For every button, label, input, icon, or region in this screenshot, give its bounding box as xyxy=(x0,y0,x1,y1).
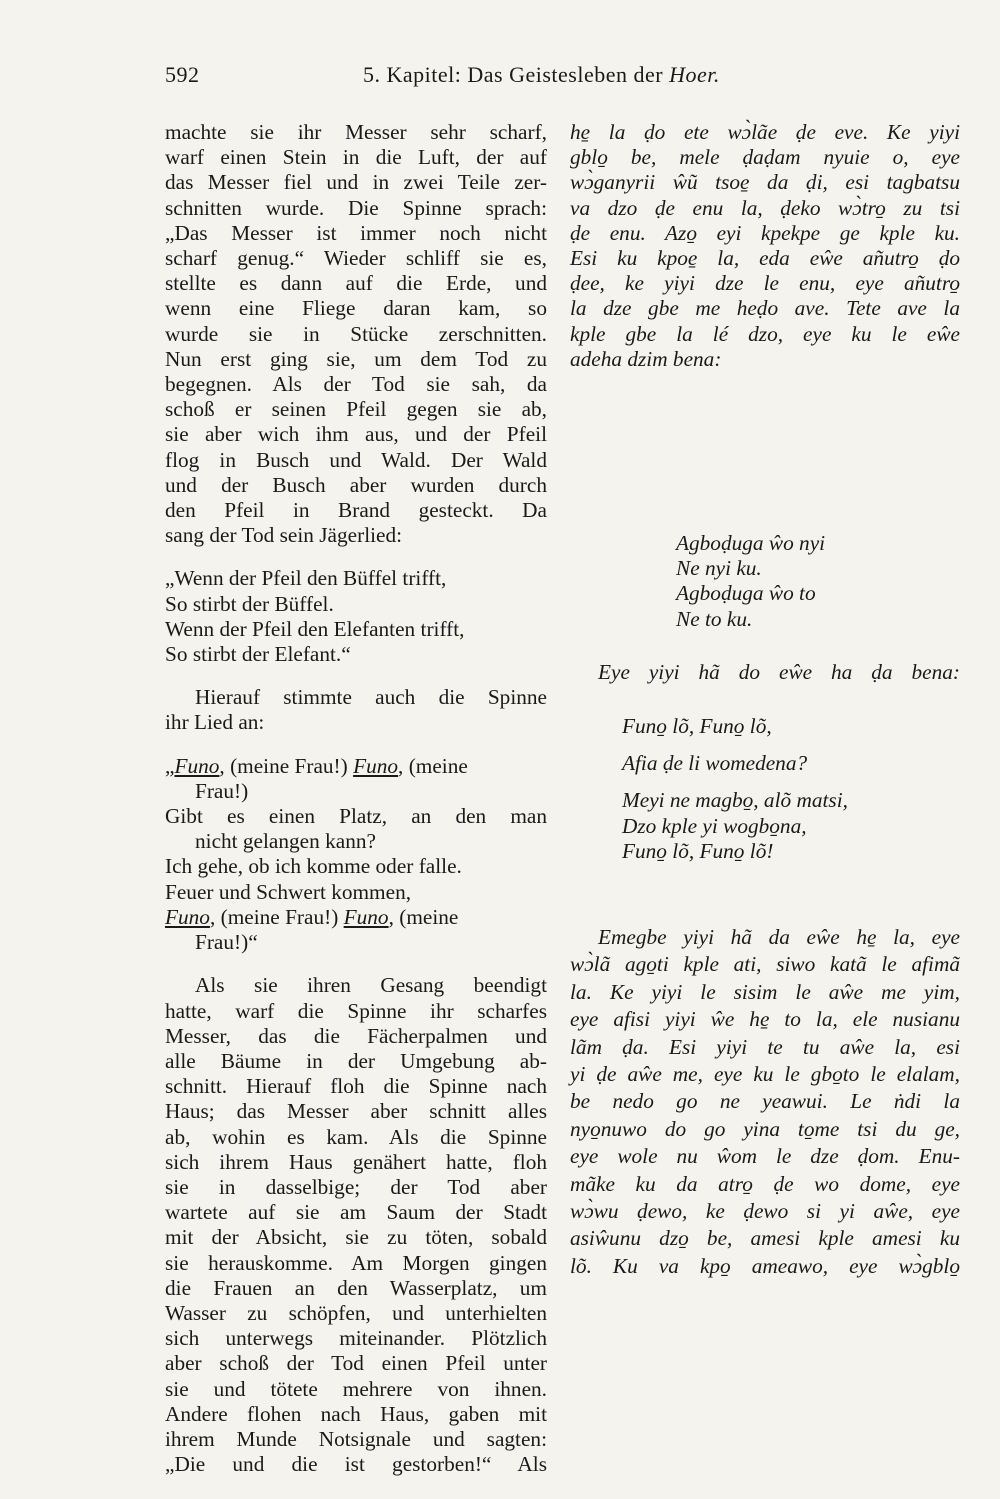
text-line: ihr Lied an: xyxy=(165,710,265,735)
verse-line xyxy=(165,905,547,930)
verse-line: Agboḍuga ŵo to xyxy=(676,581,816,606)
running-title-text: 5. Kapitel: Das Geistesleben der xyxy=(363,62,670,87)
text-line: hatte, warf die Spinne ihr scharfes xyxy=(165,998,547,1023)
text-line: wenn eine Fliege daran kam, so xyxy=(165,296,547,321)
running-title xyxy=(363,62,720,88)
spacer xyxy=(622,776,922,788)
verse-part: Funo xyxy=(343,904,389,929)
left-paragraph-1 xyxy=(165,120,547,548)
text-line: Esi ku kpoe̱ la, eda eŵe añutro̱ ḍo xyxy=(570,246,960,271)
verse-part: , (meine xyxy=(398,753,468,778)
text-line: sich unterwegs miteinander. Plötzlich xyxy=(165,1326,547,1351)
text-line: Andere flohen nach Haus, gaben mit xyxy=(165,1401,547,1426)
spacer xyxy=(165,736,547,754)
verse-line: Frau!) xyxy=(195,778,249,803)
verse-part: „ xyxy=(165,753,175,778)
text-line: sich ihrem Haus genähert hatte, floh xyxy=(165,1149,547,1174)
text-line: Wasser zu schöpfen, und unterhielten xyxy=(165,1300,547,1325)
right-paragraph-2 xyxy=(598,660,960,685)
verse-part: , (meine Frau!) xyxy=(209,904,344,929)
text-line: „Die und die ist gestorben!“ Als xyxy=(165,1452,547,1477)
spacer xyxy=(165,955,547,973)
page-number: 592 xyxy=(165,62,200,87)
verse-line xyxy=(165,754,547,779)
text-line: lõ. Ku va kpo̱ ameawo, eye wɔ̀gblo̱ xyxy=(570,1253,960,1278)
left-paragraph-3 xyxy=(165,973,547,1477)
verse-line: Agboḍuga ŵo nyi xyxy=(676,531,826,555)
text-line: he̱ la ḍo ete wɔ̀lãe ḍe eve. Ke yiyi xyxy=(570,120,960,144)
verse-line: Ne nyi ku. xyxy=(676,556,762,581)
spacer xyxy=(622,739,922,751)
text-line: Emegbe yiyi hã da eŵe he̱ la, eye xyxy=(598,925,960,949)
text-line: ab, wohin es kam. Als die Spinne xyxy=(165,1124,547,1149)
text-line: gblo̱ be, mele ḍaḍam nyuie o, eye xyxy=(570,145,960,170)
text-line: begegnen. Als der Tod sie sah, da xyxy=(165,372,547,397)
spider-song xyxy=(165,754,547,956)
verse-part: Funo xyxy=(353,753,399,778)
text-line: den Pfeil in Brand gesteckt. Da xyxy=(165,498,547,523)
verse-part: , (meine Frau!) xyxy=(219,753,354,778)
text-line: sie herauskomme. Am Morgen gingen xyxy=(165,1250,547,1275)
text-line: schoß er seinen Pfeil gegen sie ab, xyxy=(165,397,547,422)
text-line: machte sie ihr Messer sehr scharf, xyxy=(165,120,547,144)
text-line: va dzo ḍe enu la, ḍeko wɔ̀tro̱ zu tsi xyxy=(570,195,960,220)
text-line: die Frauen an den Wasserplatz, um xyxy=(165,1275,547,1300)
right-song-2 xyxy=(622,714,922,864)
verse-line: Ich gehe, ob ich komme oder falle. xyxy=(165,854,462,879)
right-paragraph-3 xyxy=(570,924,960,1280)
verse-line: Funo̱ lõ, Funo̱ lõ, xyxy=(622,714,772,738)
text-line: schnitten wurde. Die Spinne sprach: xyxy=(165,195,547,220)
text-line: yi ḍe aŵe me, eye ku le gbo̱to le elalam, xyxy=(570,1062,960,1087)
right-paragraph-1 xyxy=(570,120,960,372)
text-line: ḍe enu. Azo̱ eyi kpekpe ge kple ku. xyxy=(570,220,960,245)
text-line: und der Busch aber wurden durch xyxy=(165,472,547,497)
death-song xyxy=(165,566,547,667)
text-line: mit der Absicht, sie zu töten, sobald xyxy=(165,1225,547,1250)
verse-line: Ne to ku. xyxy=(676,606,753,631)
text-line: sie in dasselbige; der Tod aber xyxy=(165,1174,547,1199)
text-line: wurde sie in Stücke zerschnitten. xyxy=(165,321,547,346)
verse-line: Funo̱ lõ, Funo̱ lõ! xyxy=(622,838,774,863)
text-line: Messer, das die Fächerpalmen und xyxy=(165,1023,547,1048)
text-line: nyo̱nuwo do go yina to̱me tsi du ge, xyxy=(570,1116,960,1141)
text-line: adeha dzim bena: xyxy=(570,346,722,371)
text-line: schnitt. Hierauf floh die Spinne nach xyxy=(165,1074,547,1099)
verse-line: Meyi ne magbo̱, alõ matsi, xyxy=(622,788,848,813)
text-line: scharf genug.“ Wieder schliff sie es, xyxy=(165,246,547,271)
text-line: eye wole nu ŵom le dze ḍom. Enu- xyxy=(570,1144,960,1169)
verse-line: Feuer und Schwert kommen, xyxy=(165,879,412,904)
spacer xyxy=(165,548,547,566)
text-line: lãm ḍa. Esi yiyi te tu aŵe la, esi xyxy=(570,1034,960,1059)
text-line: Haus; das Messer aber schnitt alles xyxy=(165,1099,547,1124)
left-paragraph-2 xyxy=(165,685,547,735)
verse-part: Funo xyxy=(174,753,220,778)
verse-line: „Wenn der Pfeil den Büffel trifft, xyxy=(165,566,447,591)
right-column xyxy=(570,120,960,372)
text-line: aber schoß der Tod einen Pfeil unter xyxy=(165,1351,547,1376)
text-line: ḍee, ke yiyi dze le enu, eye añutro̱ xyxy=(570,271,960,296)
verse-part: , (meine xyxy=(388,904,459,929)
running-header xyxy=(165,62,960,92)
verse-line: Dzo kple yi wogbo̱na, xyxy=(622,813,807,838)
text-line: das Messer fiel und in zwei Teile zer- xyxy=(165,170,547,195)
text-line: la. Ke yiyi le sisim le aŵe me yim, xyxy=(570,979,960,1004)
text-line: wartete auf sie am Saum der Stadt xyxy=(165,1200,547,1225)
text-line: wɔ̀wu ḍewo, ke ḍewo si yi aŵe, eye xyxy=(570,1199,960,1224)
text-line: ihrem Munde Notsignale und sagten: xyxy=(165,1426,547,1451)
verse-line: So stirbt der Büffel. xyxy=(165,591,334,616)
text-line: warf einen Stein in die Luft, der auf xyxy=(165,145,547,170)
text-line: wɔ̀lã ago̱ti kple ati, siwo katã le afimã xyxy=(570,952,960,977)
text-line: mãke ku da atro̱ ḍe wo dome, eye xyxy=(570,1171,960,1196)
text-line: flog in Busch und Wald. Der Wald xyxy=(165,447,547,472)
verse-line: nicht gelangen kann? xyxy=(195,829,376,854)
text-line: stellte es dann auf die Erde, und xyxy=(165,271,547,296)
text-line: Nun erst ging sie, um dem Tod zu xyxy=(165,346,547,371)
verse-line: Frau!)“ xyxy=(195,930,258,955)
running-title-italic: Hoer. xyxy=(669,62,720,87)
verse-part: Funo xyxy=(165,904,210,929)
text-line: alle Bäume in der Umgebung ab- xyxy=(165,1048,547,1073)
text-line: eye afisi yiyi ŵe he̱ to la, ele nusianu xyxy=(570,1007,960,1032)
text-line: Eye yiyi hã do eŵe ha ḍa bena: xyxy=(598,660,960,684)
text-line: Hierauf stimmte auch die Spinne xyxy=(195,685,547,710)
text-line: wɔ̀ganyrii ŵũ tsoe̱ da ḍi, esi tagbatsu xyxy=(570,170,960,195)
text-line: sang der Tod sein Jägerlied: xyxy=(165,523,403,548)
text-line: „Das Messer ist immer noch nicht xyxy=(165,220,547,245)
verse-line: Afia ḍe li womedena? xyxy=(622,751,808,776)
text-line: Als sie ihren Gesang beendigt xyxy=(195,973,547,998)
left-column xyxy=(165,120,547,1477)
text-line: sie aber wich ihm aus, und der Pfeil xyxy=(165,422,547,447)
text-line: asiŵunu dzo̱ be, amesi kple amesi ku xyxy=(570,1226,960,1251)
spacer xyxy=(165,667,547,685)
text-line: be nedo go ne yeawui. Le ṅdi la xyxy=(570,1089,960,1114)
text-line: sie und tötete mehrere von ihnen. xyxy=(165,1376,547,1401)
text-line: kple gbe la lé dzo, eye ku le eŵe xyxy=(570,321,960,346)
right-song-1 xyxy=(676,531,936,632)
verse-line: Gibt es einen Platz, an den man xyxy=(165,804,547,829)
verse-line: So stirbt der Elefant.“ xyxy=(165,642,351,667)
verse-line: Wenn der Pfeil den Elefanten trifft, xyxy=(165,616,465,641)
text-line: la dze gbe me heḍo ave. Tete ave la xyxy=(570,296,960,321)
